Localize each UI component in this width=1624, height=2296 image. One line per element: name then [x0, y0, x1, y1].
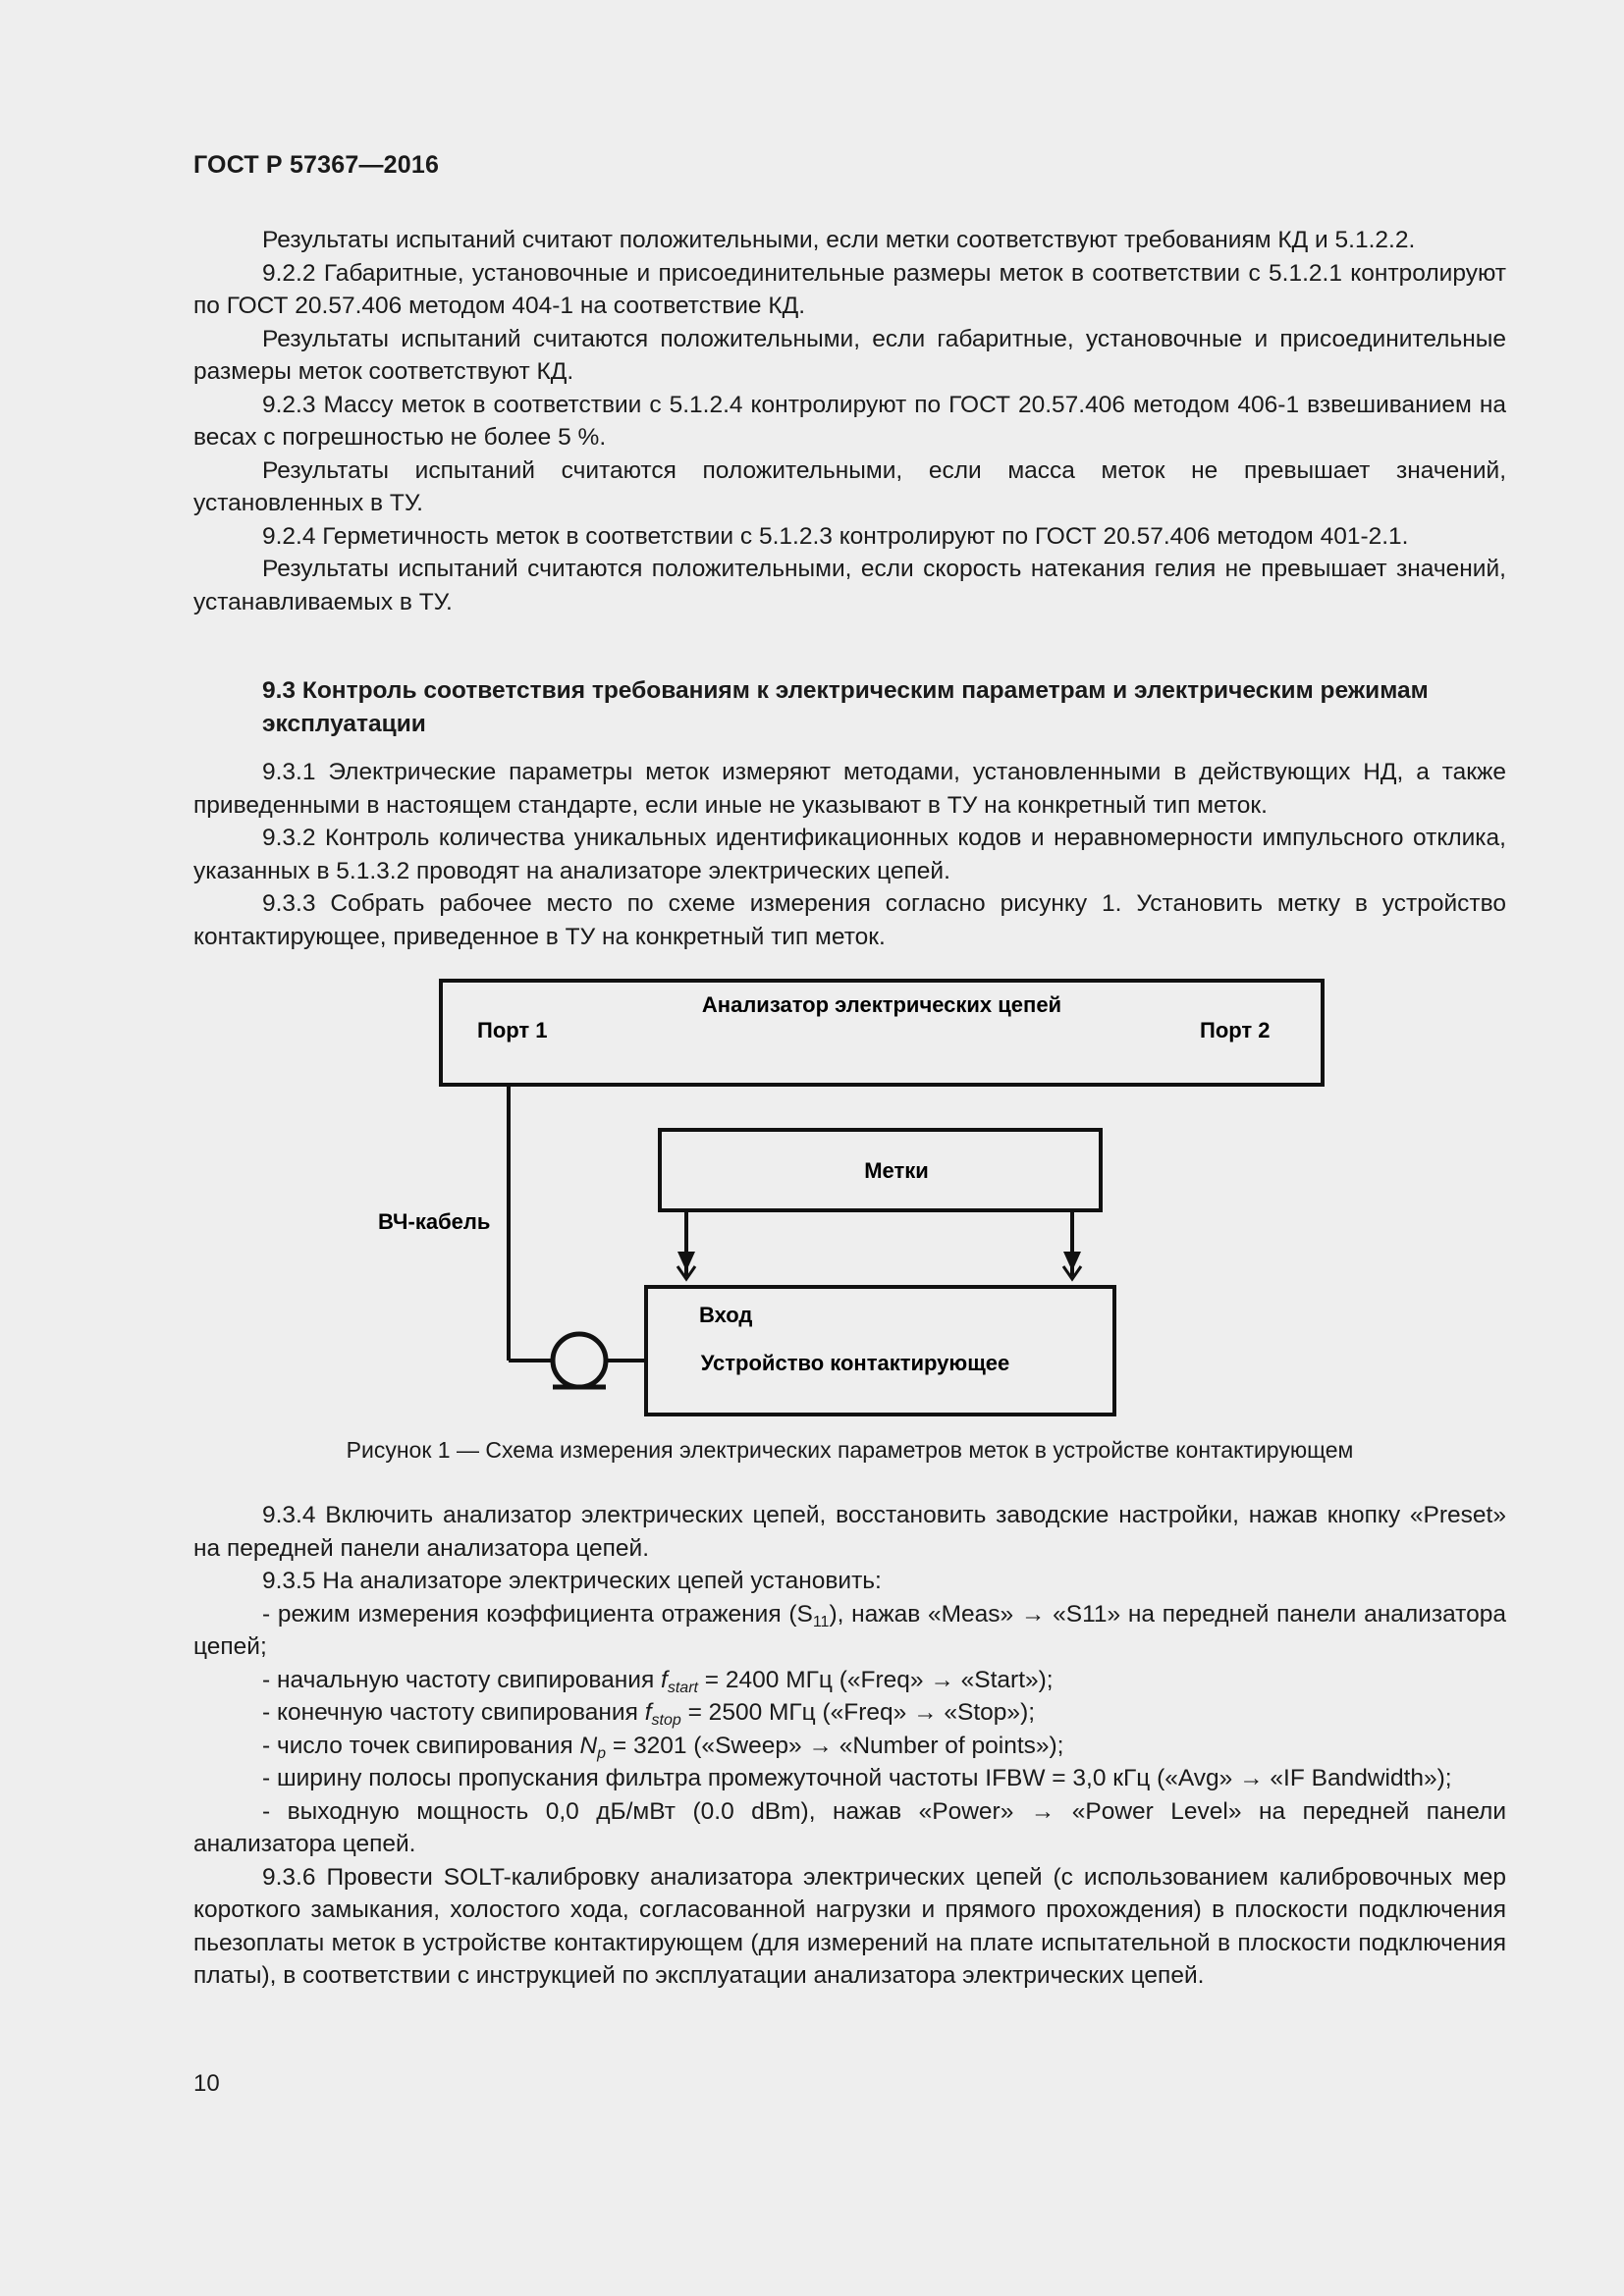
section-heading-9-3: 9.3 Контроль соответствия требованиям к электрическим параметрам и электрическим режимам эксплуатации [262, 677, 1429, 737]
text: - режим измерения коэффициента отражения (S [262, 1600, 813, 1628]
paragraph-9-2-4: 9.2.4 Герметичность меток в соответствии с 5.1.2.3 контролируют по ГОСТ 20.57.406 методом 401-2.1. [262, 522, 1409, 550]
paragraph-9-2-2: 9.2.2 Габаритные, установочные и присоединительные размеры меток в соответствии с 5.1.2.1 контролируют по ГОСТ 20.57.406 методом 404-1 на соответствие КД. [193, 259, 1506, 319]
paragraph: Результаты испытаний считаются положительными, если габаритные, установочные и присоединительные размеры меток соответствуют КД. [193, 325, 1506, 385]
connector-symbol [553, 1334, 606, 1387]
list-item: - ширину полосы пропускания фильтра промежуточной частоты IFBW = 3,0 кГц («Avg» → «IF Bandwidth»); [262, 1765, 1452, 1791]
text: = 2400 МГц («Freq» → «Start»); [697, 1666, 1054, 1693]
text: - число точек свипирования [262, 1732, 580, 1759]
subscript: 11 [812, 1613, 830, 1630]
input-label: Вход [699, 1303, 753, 1327]
list-item: - выходную мощность 0,0 дБ/мВт (0.0 dBm), нажав «Power» → «Power Level» на передней панели анализатора цепей. [193, 1797, 1506, 1857]
section-9-3-4 [193, 1499, 1506, 1993]
document-header: ГОСТ Р 57367—2016 [193, 151, 440, 179]
figure-caption: Рисунок 1 — Схема измерения электрических параметров меток в устройстве контактирующем [346, 1437, 1354, 1463]
port1-label: Порт 1 [477, 1018, 548, 1042]
paragraph: Результаты испытаний считаются положительными, если скорость натекания гелия не превышает значений, устанавливаемых в ТУ. [193, 556, 1506, 615]
paragraph-9-3-3: 9.3.3 Собрать рабочее место по схеме измерения согласно рисунку 1. Установить метку в устройство контактирующее, приведенное в ТУ на конкретный тип меток. [193, 890, 1506, 950]
paragraph-9-3-4: 9.3.4 Включить анализатор электрических цепей, восстановить заводские настройки, нажав кнопку «Preset» на передней панели анализатора цепей. [193, 1502, 1506, 1562]
variable: N [579, 1732, 598, 1759]
subscript: stop [651, 1712, 681, 1729]
text: = 2500 МГц («Freq» → «Stop»); [680, 1699, 1036, 1726]
paragraph-9-3-1: 9.3.1 Электрические параметры меток измеряют методами, установленными в действующих НД, а также приведенными в настоящем стандарте, если иные не указывают в ТУ на конкретный тип меток. [193, 759, 1506, 819]
list-item [193, 1598, 1506, 1664]
text: ), нажав «Meas» → «S11» на передней панели анализатора цепей; [193, 1600, 1506, 1660]
subscript: start [667, 1679, 698, 1696]
paragraph: Результаты испытаний считают положительными, если метки соответствуют требованиям КД и 5.1.2.2. [262, 227, 1416, 253]
list-item [193, 1696, 1506, 1730]
list-item [193, 1730, 1506, 1763]
text: = 3201 («Sweep» → «Number of points»); [606, 1732, 1064, 1759]
text: - начальную частоту свипирования [262, 1666, 662, 1693]
device-label: Устройство контактирующее [700, 1351, 1010, 1375]
variable: f [661, 1666, 668, 1693]
variable: f [644, 1699, 652, 1726]
page-number: 10 [193, 2070, 220, 2097]
analyzer-label: Анализатор электрических цепей [701, 992, 1062, 1017]
paragraph: Результаты испытаний считаются положительными, если масса меток не превышает значений, установленных в ТУ. [193, 456, 1506, 516]
paragraph-9-3-5: 9.3.5 На анализаторе электрических цепей установить: [262, 1568, 882, 1594]
paragraph-9-2-3: 9.2.3 Массу меток в соответствии с 5.1.2.4 контролируют по ГОСТ 20.57.406 методом 406-1 взвешиванием на весах с погрешностью не более 5 %. [193, 391, 1506, 451]
paragraph-9-3-2: 9.3.2 Контроль количества уникальных идентификационных кодов и неравномерности импульсного отклика, указанных в 5.1.3.2 проводят на анализаторе электрических цепей. [193, 825, 1506, 884]
tags-label: Метки [864, 1158, 929, 1183]
text: - конечную частоту свипирования [262, 1699, 645, 1726]
port2-label: Порт 2 [1200, 1018, 1271, 1042]
paragraph-9-3-6: 9.3.6 Провести SOLT-калибровку анализатора электрических цепей (с использованием калибровочных мер короткого замыкания, холостого хода, согласованной нагрузки и прямого прохождения) в плоскости подключения пьезоплаты меток в устройстве контактирующем (для измерений на плате испытательной в плоскости подключения платы), в соответствии с инструкцией по эксплуатации анализатора электрических цепей. [193, 1863, 1506, 1989]
list-item [193, 1664, 1506, 1697]
subscript: p [597, 1744, 607, 1762]
cable-label: ВЧ-кабель [378, 1209, 491, 1234]
